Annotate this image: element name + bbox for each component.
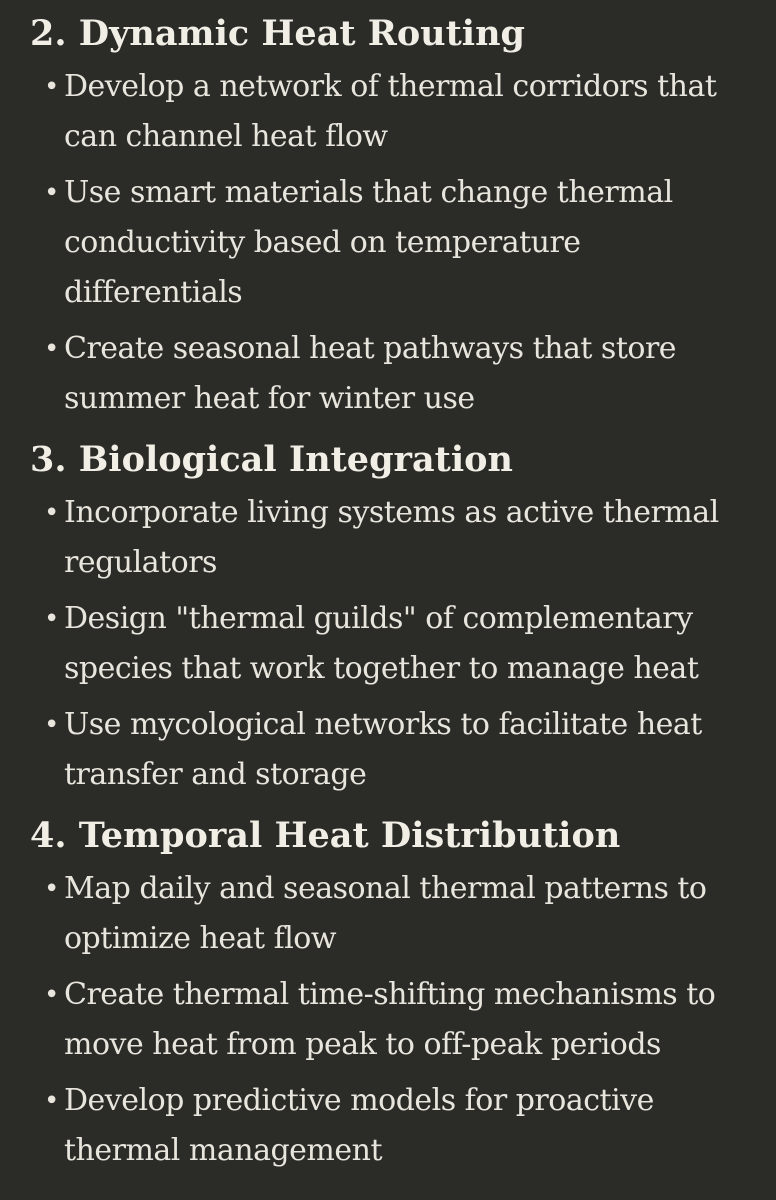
bullet-icon: •	[44, 874, 59, 904]
list-item-text: Develop predictive models for proactive thermal management	[64, 1083, 654, 1168]
section-heading: 3. Biological Integration	[30, 439, 513, 480]
list-item-text: Design "thermal guilds" of complementary species that work together to manage heat	[64, 601, 699, 686]
document-body	[30, 8, 760, 1186]
bullet-icon: •	[44, 498, 59, 528]
section-heading: 4. Temporal Heat Distribution	[30, 815, 621, 856]
section-dynamic-heat-routing	[30, 8, 760, 424]
list-item-text: Use smart materials that change thermal conductivity based on temperature differentials	[64, 175, 673, 310]
list-item-text: Incorporate living systems as active thermal regulators	[64, 495, 719, 580]
list-item-text: Map daily and seasonal thermal patterns to optimize heat flow	[64, 871, 707, 956]
bullet-icon: •	[44, 1086, 59, 1116]
bottom-fade-overlay	[0, 1172, 776, 1200]
list-item	[30, 970, 760, 1070]
bullet-list	[30, 62, 760, 424]
bullet-icon: •	[44, 334, 59, 364]
list-item	[30, 1076, 760, 1176]
list-item-text: Use mycological networks to facilitate heat transfer and storage	[64, 707, 702, 792]
bullet-list	[30, 488, 760, 800]
list-item-text: Develop a network of thermal corridors that can channel heat flow	[64, 69, 717, 154]
list-item	[30, 488, 760, 588]
list-item	[30, 700, 760, 800]
list-item	[30, 62, 760, 162]
section-biological-integration	[30, 434, 760, 800]
list-item	[30, 324, 760, 424]
section-temporal-heat-distribution	[30, 810, 760, 1176]
bullet-icon: •	[44, 604, 59, 634]
list-item	[30, 168, 760, 318]
list-item-text: Create seasonal heat pathways that store summer heat for winter use	[64, 331, 677, 416]
section-heading: 2. Dynamic Heat Routing	[30, 13, 525, 54]
bullet-icon: •	[44, 72, 59, 102]
bullet-icon: •	[44, 178, 59, 208]
list-item-text: Create thermal time-shifting mechanisms to move heat from peak to off-peak periods	[64, 977, 716, 1062]
bullet-icon: •	[44, 980, 59, 1010]
list-item	[30, 594, 760, 694]
bullet-icon: •	[44, 710, 59, 740]
list-item	[30, 864, 760, 964]
bullet-list	[30, 864, 760, 1176]
